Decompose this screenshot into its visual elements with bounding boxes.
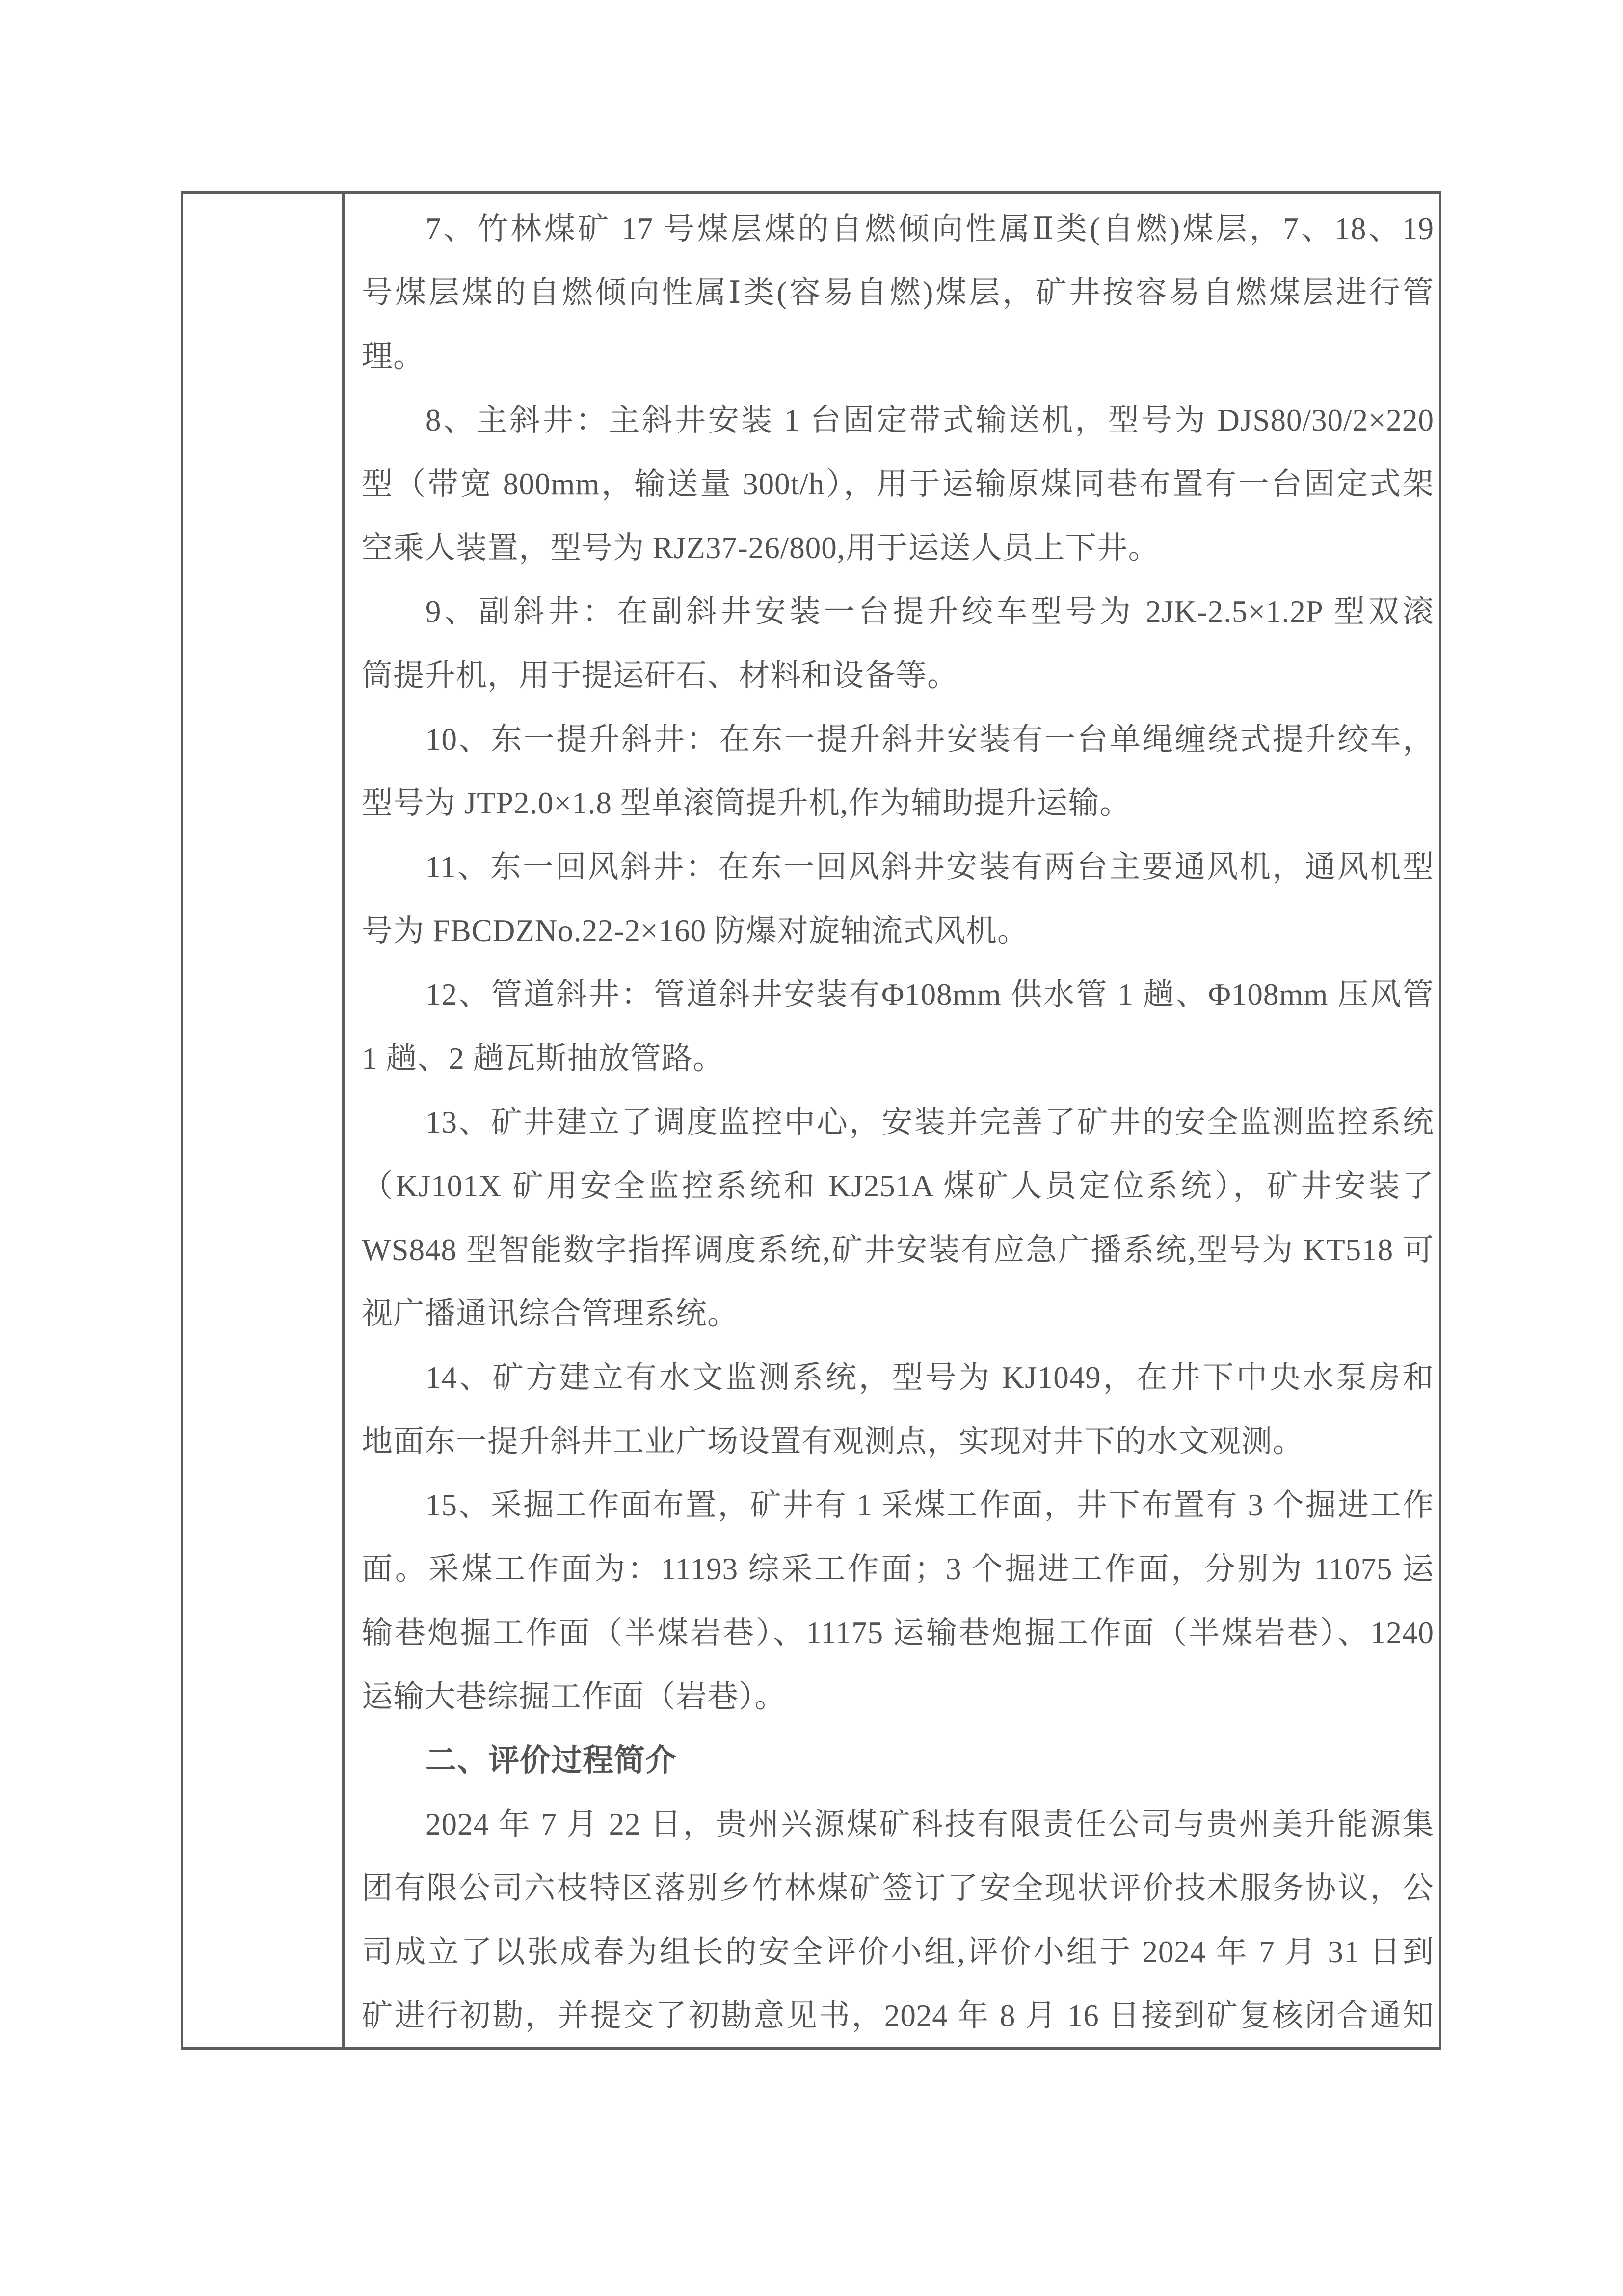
paragraph-line: 筒提升机，用于提运矸石、材料和设备等。: [362, 658, 958, 693]
paragraph-line: 1 趟、2 趟瓦斯抽放管路。: [362, 1041, 724, 1076]
paragraph: [362, 963, 1434, 1090]
paragraph-line: 视广播通讯综合管理系统。: [362, 1297, 739, 1331]
paragraph-line: 型号为 JTP2.0×1.8 型单滚筒提升机,作为辅助提升运输。: [362, 786, 1131, 820]
paragraph-line: 输巷炮掘工作面（半煤岩巷）、11175 运输巷炮掘工作面（半煤岩巷）、1240: [362, 1616, 1434, 1650]
paragraph-line: 号煤层煤的自燃倾向性属Ⅰ类(容易自燃)煤层，矿井按容易自燃煤层进行管: [362, 275, 1434, 310]
paragraph-line: 型（带宽 800mm，输送量 300t/h），用于运输原煤同巷布置有一台固定式架: [362, 467, 1434, 501]
paragraph-line: 2024 年 7 月 22 日，贵州兴源煤矿科技有限责任公司与贵州美升能源集: [426, 1807, 1434, 1841]
paragraph-line: 9、副斜井：在副斜井安装一台提升绞车型号为 2JK-2.5×1.2P 型双滚: [426, 594, 1434, 629]
paragraph: [362, 707, 1434, 835]
paragraph-line: 空乘人装置，型号为 RJZ37-26/800,用于运送人员上下井。: [362, 531, 1160, 565]
paragraph: [362, 1090, 1434, 1346]
paragraph: [362, 388, 1434, 580]
paragraph-line: 15、采掘工作面布置，矿井有 1 采煤工作面，井下布置有 3 个掘进工作: [426, 1488, 1434, 1522]
paragraph: [362, 1473, 1434, 1729]
paragraph: [362, 580, 1434, 707]
paragraph-line: 矿进行初勘，并提交了初勘意见书，2024 年 8 月 16 日接到矿复核闭合通知: [362, 1999, 1434, 2033]
paragraph-line: 号为 FBCDZNo.22-2×160 防爆对旋轴流式风机。: [362, 914, 1029, 948]
paragraph-line: 13、矿井建立了调度监控中心，安装并完善了矿井的安全监测监控系统: [426, 1105, 1434, 1139]
paragraph-line: 14、矿方建立有水文监测系统，型号为 KJ1049，在井下中央水泵房和: [426, 1360, 1434, 1395]
paragraph-line: 11、东一回风斜井：在东一回风斜井安装有两台主要通风机，通风机型: [426, 850, 1434, 884]
paragraph: [362, 197, 1434, 388]
empty-row-label-cell: [183, 194, 345, 2047]
paragraph-line: 8、主斜井：主斜井安装 1 台固定带式输送机，型号为 DJS80/30/2×220: [426, 403, 1434, 437]
paragraph-line: 面。采煤工作面为：11193 综采工作面；3 个掘进工作面，分别为 11075 运: [362, 1552, 1434, 1586]
paragraph-line: 运输大巷综掘工作面（岩巷）。: [362, 1679, 786, 1714]
paragraph: [362, 835, 1434, 963]
paragraph-line: 理。: [362, 339, 425, 374]
paragraph: [362, 1346, 1434, 1473]
row-content-cell: [345, 194, 1439, 2047]
paragraph-line: 团有限公司六枝特区落别乡竹林煤矿签订了安全现状评价技术服务协议，公: [362, 1871, 1434, 1905]
document-table: [181, 191, 1441, 2050]
paragraph-line: WS848 型智能数字指挥调度系统,矿井安装有应急广播系统,型号为 KT518 可: [362, 1233, 1434, 1267]
paragraph-line: 10、东一提升斜井：在东一提升斜井安装有一台单绳缠绕式提升绞车，: [426, 722, 1434, 756]
paragraph-line: 7、竹林煤矿 17 号煤层煤的自燃倾向性属Ⅱ类(自燃)煤层，7、18、19: [426, 212, 1434, 246]
paragraph: [362, 1792, 1434, 2047]
paragraph-line: 司成立了以张成春为组长的安全评价小组,评价小组于 2024 年 7 月 31 日到: [362, 1935, 1434, 1969]
paragraph-line: 12、管道斜井：管道斜井安装有Φ108mm 供水管 1 趟、Φ108mm 压风管: [426, 977, 1434, 1012]
section-heading: [362, 1729, 1434, 1792]
paragraph-line: 地面东一提升斜井工业广场设置有观测点，实现对井下的水文观测。: [362, 1424, 1304, 1459]
paragraph-line: （KJ101X 矿用安全监控系统和 KJ251A 煤矿人员定位系统），矿井安装了: [362, 1169, 1434, 1203]
section-heading-text: 二、评价过程简介: [426, 1743, 677, 1778]
